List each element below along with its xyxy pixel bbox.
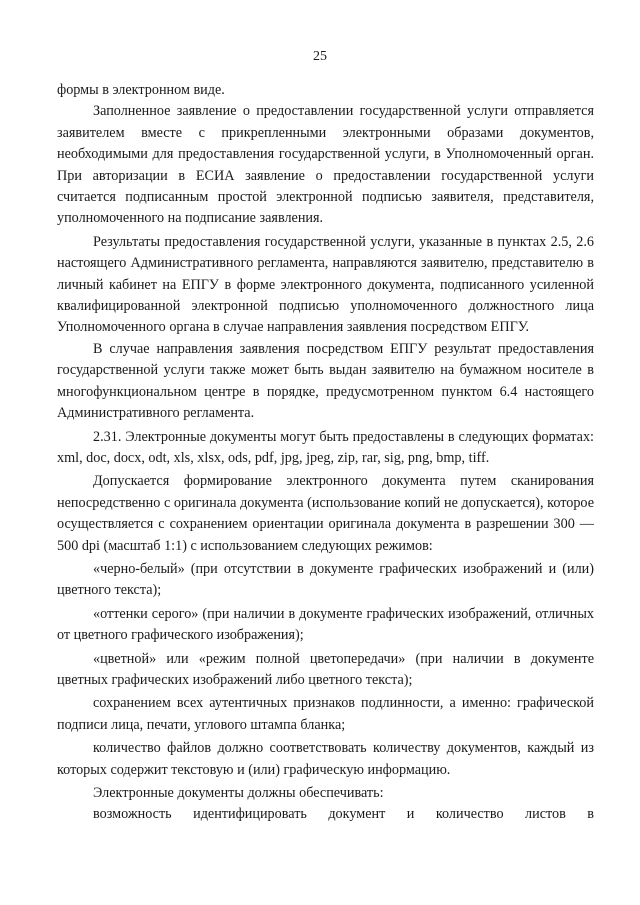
page-number: 25 [313, 49, 327, 64]
paragraph-mode-grayscale: «оттенки серого» (при наличии в документе графических изображений, отличных от цветного графического изображения); [57, 605, 594, 644]
paragraph-file-count: количество файлов должно соответствовать количеству документов, каждый из которых содержит текстовую и (или) графическую информацию. [57, 740, 594, 778]
document-body [57, 80, 594, 826]
paragraph-requirements-heading: Электронные документы должны обеспечивать: [93, 785, 384, 801]
paragraph-application-submission: Заполненное заявление о предоставлении государственной услуги отправляется заявителем вместе с прикрепленными электронными образами документов, необходимыми для предоставления государственной услуги, в Уполномоченный орган. При авторизации в ЕСИА заявление о предоставлении государственной услуги считается подписанным простой электронной подписью заявителя, представителя, уполномоченного на подписание заявления. [57, 103, 594, 227]
paragraph-formats: 2.31. Электронные документы могут быть предоставлены в следующих форматах: xml, doc, docx, odt, xls, xlsx, ods, pdf, jpg, jpeg, zip, rar, sig, png, bmp, tiff. [57, 428, 594, 466]
paragraph-mode-bw: «черно-белый» (при отсутствии в документе графических изображений и (или) цветного текста); [57, 560, 594, 599]
paragraph-paper-result: В случае направления заявления посредством ЕПГУ результат предоставления государственной услуги также может быть выдан заявителю на бумажном носителе в многофункциональном центре в порядке, предусмотренном пунктом 6.4 настоящего Административного регламента. [57, 340, 594, 422]
paragraph-scanning: Допускается формирование электронного документа путем сканирования непосредственно с оригинала документа (использование копий не допускается), которое осуществляется с сохранением ориентации оригинала документа в разрешении 300 — 500 dpi (масштаб 1:1) с использованием следующих режимов: [57, 473, 594, 554]
paragraph-results-delivery: Результаты предоставления государственной услуги, указанные в пунктах 2.5, 2.6 настоящего Административного регламента, направляются заявителю, представителю в личный кабинет на ЕПГУ в форме электронного документа, подписанного усиленной квалифицированной электронной подписью уполномоченного должностного лица Уполномоченного органа в случае направления заявления посредством ЕПГУ. [57, 233, 594, 336]
paragraph-continuation: формы в электронном виде. [57, 82, 225, 98]
paragraph-identify-document: возможность идентифицировать документ и количество листов в [93, 806, 594, 823]
paragraph-authenticity: сохранением всех аутентичных признаков подлинности, а именно: графической подписи лица, печати, углового штампа бланка; [57, 695, 594, 733]
paragraph-mode-color: «цветной» или «режим полной цветопередачи» (при наличии в документе цветных графических изображений либо цветного текста); [57, 650, 594, 688]
